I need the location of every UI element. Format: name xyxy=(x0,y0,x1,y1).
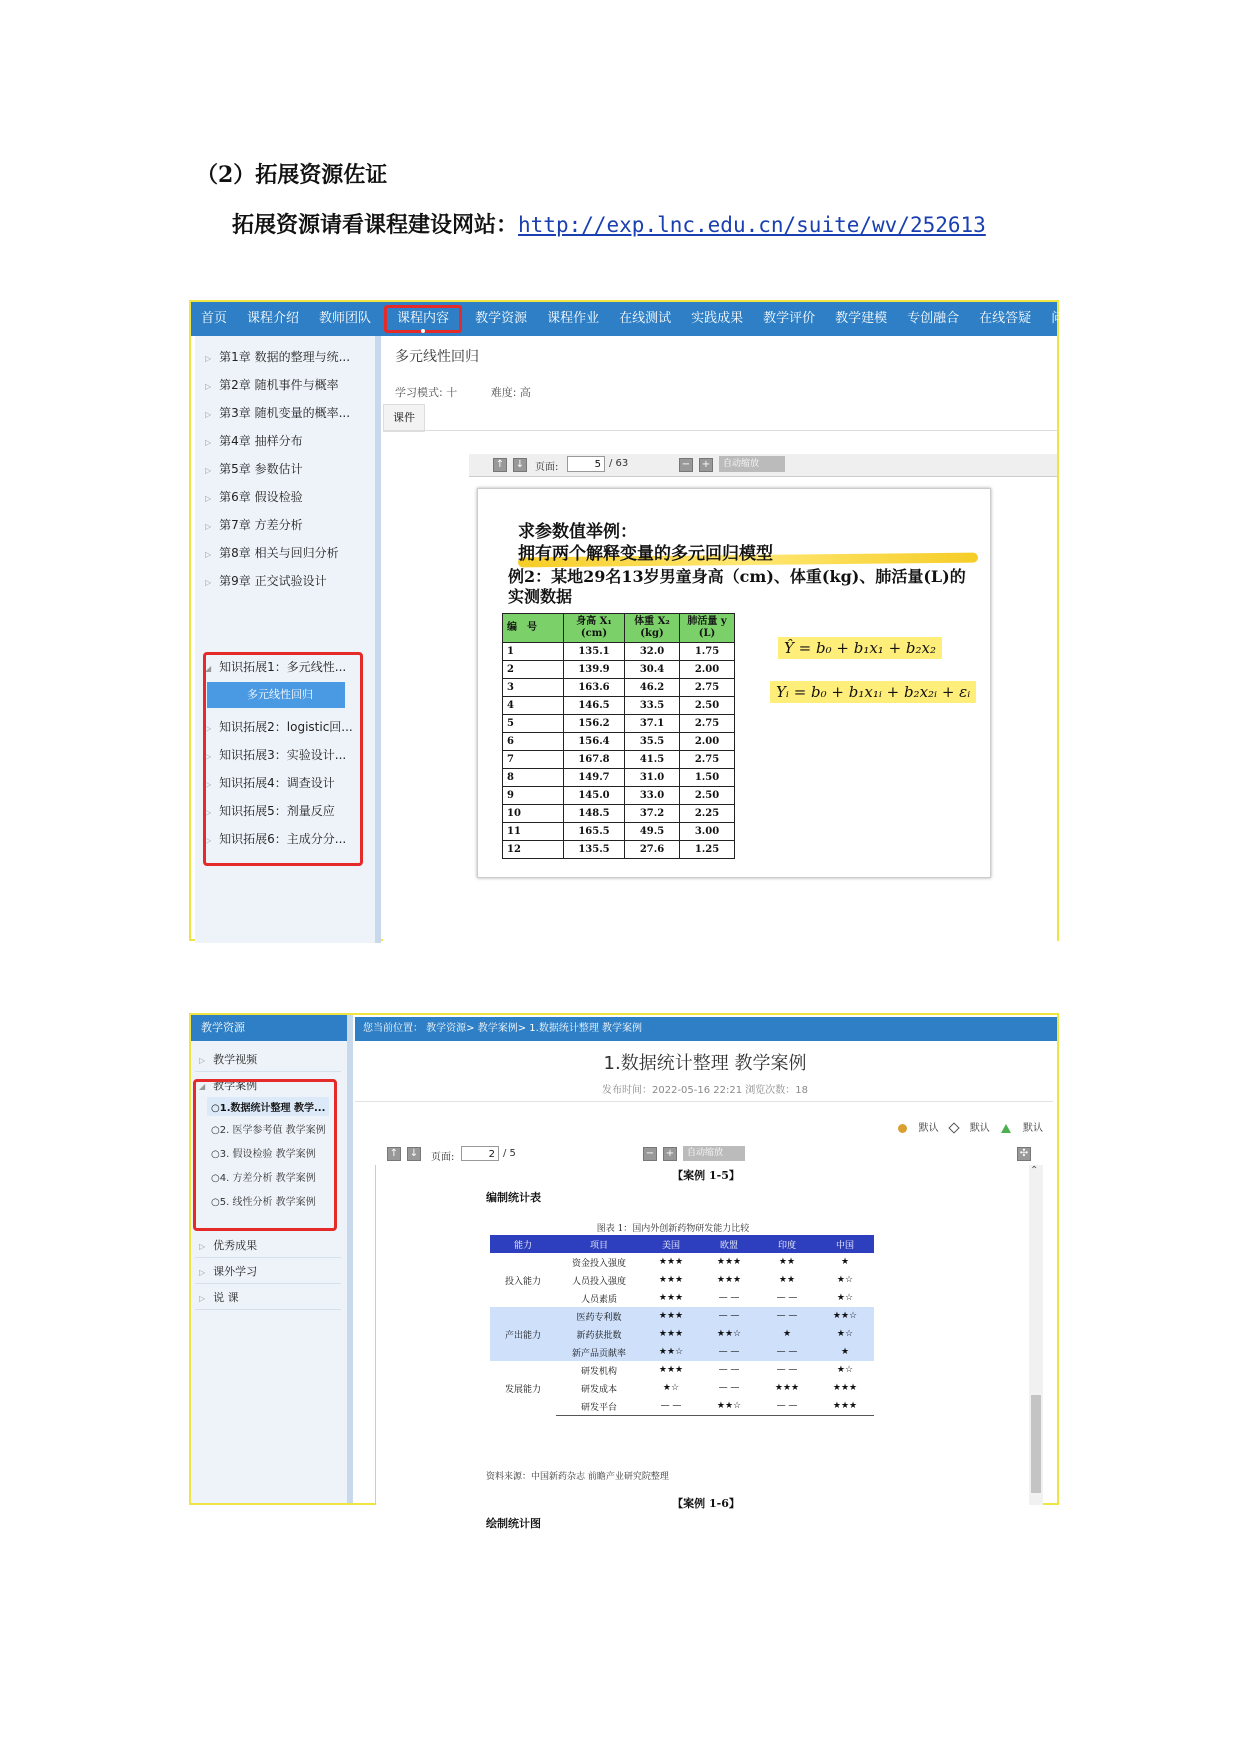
table-cell: 27.6 xyxy=(625,841,680,859)
table-cell: 2.50 xyxy=(680,697,735,715)
expand-icon: ▷ xyxy=(205,578,212,587)
table-cell: — — xyxy=(776,1365,798,1375)
table-cell: 研发平台 xyxy=(556,1397,642,1416)
measurement-table xyxy=(502,613,735,859)
sidebar-item[interactable]: ▷ 第7章 方差分析 xyxy=(205,518,303,532)
table-cell: 30.4 xyxy=(625,661,680,679)
expand-icon: ▷ xyxy=(205,522,212,531)
expand-icon: ▷ xyxy=(199,1056,206,1065)
nav-innovation[interactable]: 专创融合 xyxy=(907,311,960,326)
page-label: 页面: xyxy=(431,1152,455,1163)
table-cell: 165.5 xyxy=(564,823,625,841)
sidebar-item[interactable]: ▷ 第6章 假设检验 xyxy=(205,490,303,504)
case-item[interactable]: ○3. 假设检验 教学案例 xyxy=(211,1149,316,1160)
table-cell: 2.50 xyxy=(680,787,735,805)
prev-page-icon[interactable]: ↑ xyxy=(493,458,507,472)
sidebar-item[interactable]: ▷ 知识拓展4：调查设计 xyxy=(205,776,335,790)
table-cell: ★★★ xyxy=(658,1275,684,1285)
expand-icon: ▷ xyxy=(199,1294,206,1303)
table-cell: ★★ xyxy=(778,1257,796,1267)
nav-home[interactable]: 首页 xyxy=(201,311,228,326)
document-page xyxy=(375,1165,1037,1530)
nav-course-content[interactable]: 课程内容 xyxy=(384,305,462,333)
table-cell: — — xyxy=(700,1307,758,1325)
table-row xyxy=(490,1361,874,1379)
table-cell: 3 xyxy=(503,679,564,697)
table-row xyxy=(503,697,735,715)
sidebar-item[interactable]: ▷ 知识拓展3：实验设计... xyxy=(205,748,347,762)
table-cell: — — xyxy=(758,1307,816,1325)
table-cell: 41.5 xyxy=(625,751,680,769)
zoom-select[interactable]: 自动缩放 xyxy=(719,456,785,472)
col-header: 欧盟 xyxy=(700,1235,758,1253)
meta-row xyxy=(395,384,531,400)
pdf-toolbar xyxy=(469,454,1057,477)
next-page-icon[interactable]: ↓ xyxy=(407,1147,421,1161)
table-cell: 149.7 xyxy=(564,769,625,787)
page-title: 多元线性回归 xyxy=(395,349,479,365)
table-cell: 7 xyxy=(503,751,564,769)
table-cell: ★★★ xyxy=(716,1257,742,1267)
page-label: 页面: xyxy=(535,462,559,473)
table-row xyxy=(503,679,735,697)
table-cell: 10 xyxy=(503,805,564,823)
resource-intro-text: 拓展资源请看课程建设网站： xyxy=(232,212,519,238)
tool-1[interactable]: 默认 xyxy=(898,1123,939,1134)
table-cell: 46.2 xyxy=(625,679,680,697)
table-row xyxy=(503,661,735,679)
col-header: 体重 X₂ (kg) xyxy=(625,614,680,643)
table-cell: 1.50 xyxy=(680,769,735,787)
nav-teachers[interactable]: 教师团队 xyxy=(319,311,372,326)
table-row xyxy=(503,823,735,841)
collapse-icon: ◢ xyxy=(199,1082,206,1091)
table-cell: — — xyxy=(758,1397,816,1416)
slide-page xyxy=(477,488,991,878)
table-cell: ★★★ xyxy=(816,1397,874,1416)
expand-icon: ▷ xyxy=(205,550,212,559)
sidebar-item[interactable]: ▷ 知识拓展6：主成分分... xyxy=(205,832,347,846)
tool-3[interactable]: 默认 xyxy=(1001,1123,1043,1134)
col-header: 编 号 xyxy=(503,614,564,643)
table-cell: ★★☆ xyxy=(642,1343,700,1361)
table-cell: — — xyxy=(758,1343,816,1361)
col-header: 项目 xyxy=(556,1235,642,1253)
breadcrumb: 您当前位置： 教学资源> 教学案例> 1.数据统计整理 教学案例 xyxy=(355,1017,1057,1041)
table-cell: ★ xyxy=(816,1343,874,1361)
table-cell: 2.75 xyxy=(680,715,735,733)
section-title: 编制统计表 xyxy=(486,1191,541,1204)
nav-course-intro[interactable]: 课程介绍 xyxy=(247,311,300,326)
table-cell: 167.8 xyxy=(564,751,625,769)
table-cell: 148.5 xyxy=(564,805,625,823)
table-cell: 35.5 xyxy=(625,733,680,751)
case-title: 【案例 1-6】 xyxy=(672,1497,740,1510)
difficulty: 难度: 高 xyxy=(490,386,531,399)
group-cell: 投入能力 xyxy=(504,1276,541,1287)
table-cell: 33.5 xyxy=(625,697,680,715)
chevron-up-icon[interactable]: ⌃ xyxy=(1030,1165,1039,1176)
table-cell: ★★★ xyxy=(658,1257,684,1267)
scroll-thumb[interactable] xyxy=(1031,1395,1041,1493)
table-row xyxy=(503,805,735,823)
zoom-out-icon[interactable]: − xyxy=(679,458,693,472)
table-cell: ★★☆ xyxy=(700,1325,758,1343)
sidebar-item[interactable]: ◢ 知识拓展1：多元线性... xyxy=(205,660,347,674)
table-cell: ★★★ xyxy=(832,1383,858,1393)
study-mode: 学习模式: 十 xyxy=(395,386,458,399)
tab-courseware[interactable]: 课件 xyxy=(383,404,425,432)
table-cell: 135.5 xyxy=(564,841,625,859)
table-cell: ★★★ xyxy=(774,1383,800,1393)
table-cell: 49.5 xyxy=(625,823,680,841)
table-cell: — — xyxy=(642,1397,700,1416)
table-cell: 1.25 xyxy=(680,841,735,859)
col-header: 中国 xyxy=(816,1235,874,1253)
col-header: 能力 xyxy=(490,1235,556,1253)
table-cell: 2.00 xyxy=(680,733,735,751)
table-cell: 1.75 xyxy=(680,643,735,661)
table-cell: ★★★ xyxy=(658,1293,684,1303)
table-cell: — — xyxy=(718,1365,740,1375)
nav-qa[interactable]: 在线答疑 xyxy=(979,311,1032,326)
table-cell: 资金投入强度 xyxy=(571,1258,626,1269)
section-heading: （2）拓展资源佐证 xyxy=(196,162,388,188)
expand-icon: ▷ xyxy=(205,410,212,419)
slide-line-1: 求参数值举例： xyxy=(518,522,637,542)
table-row xyxy=(503,751,735,769)
expand-icon: ▷ xyxy=(205,752,212,761)
course-site-link[interactable]: http://exp.lnc.edu.cn/suite/wv/252613 xyxy=(518,213,986,237)
table-cell: 145.0 xyxy=(564,787,625,805)
table-cell: ★★★ xyxy=(642,1325,700,1343)
expand-icon: ▷ xyxy=(205,724,212,733)
expand-icon: ▷ xyxy=(205,466,212,475)
case-item[interactable]: ○2. 医学参考值 教学案例 xyxy=(211,1125,326,1136)
table-cell: ★☆ xyxy=(836,1293,854,1303)
sidebar-header: 教学资源 xyxy=(191,1015,347,1041)
table-cell: — — xyxy=(718,1383,740,1393)
col-header: 肺活量 y (L) xyxy=(680,614,735,643)
expand-icon: ▷ xyxy=(199,1268,206,1277)
table-cell: — — xyxy=(718,1293,740,1303)
table-row xyxy=(503,733,735,751)
triangle-icon xyxy=(1001,1124,1011,1133)
divider xyxy=(195,1071,341,1072)
table-cell: 研发成本 xyxy=(580,1384,617,1395)
collapse-icon: ◢ xyxy=(205,664,212,673)
top-nav xyxy=(191,302,1065,336)
case-item-active[interactable]: ○1.数据统计整理 教学... xyxy=(207,1097,329,1116)
table-cell: 人员投入强度 xyxy=(571,1276,626,1287)
table-cell: ★★☆ xyxy=(700,1397,758,1416)
table-cell: 人员素质 xyxy=(580,1294,617,1305)
table-cell: 医药专利数 xyxy=(556,1307,642,1325)
article-meta: 发布时间：2022-05-16 22:21 浏览次数：18 xyxy=(601,1085,808,1096)
article-title: 1.数据统计整理 教学案例 xyxy=(603,1053,807,1074)
zoom-select[interactable]: 自动缩放 xyxy=(683,1146,745,1161)
group-cell: 产出能力 xyxy=(490,1307,556,1361)
sidebar-item[interactable]: ▷ 第1章 数据的整理与统... xyxy=(205,350,351,364)
table-cell: 37.1 xyxy=(625,715,680,733)
table-cell: 135.1 xyxy=(564,643,625,661)
highlight-box xyxy=(193,1079,337,1231)
page-input[interactable]: 2 xyxy=(461,1146,499,1161)
sidebar-item[interactable]: ▷ 第2章 随机事件与概率 xyxy=(205,378,339,392)
chapter-sidebar xyxy=(195,336,381,943)
table-cell: 37.2 xyxy=(625,805,680,823)
table-caption: 图表 1：国内外创新药物研发能力比较 xyxy=(596,1224,750,1234)
teaching-cases-screenshot xyxy=(189,1013,1059,1530)
table-cell: 5 xyxy=(503,715,564,733)
sidebar-item[interactable]: ▷ 知识拓展5：剂量反应 xyxy=(205,804,335,818)
nav-modeling[interactable]: 教学建模 xyxy=(835,311,888,326)
sidebar-subitem-active[interactable]: 多元线性回归 xyxy=(207,682,345,708)
table-cell: 1 xyxy=(503,643,564,661)
table-cell: ★★★ xyxy=(642,1307,700,1325)
sidebar-item[interactable]: ◢ 教学案例 xyxy=(199,1079,258,1092)
nav-evaluation[interactable]: 教学评价 xyxy=(763,311,816,326)
slide-line-3: 例2：某地29名13岁男童身高（cm)、体重(kg)、肺活量(L)的实测数据 xyxy=(508,567,966,606)
table-cell: 2.75 xyxy=(680,679,735,697)
table-cell: 新药获批数 xyxy=(556,1325,642,1343)
content-panel xyxy=(383,336,1057,943)
expand-icon: ▷ xyxy=(205,780,212,789)
sidebar-item[interactable]: ▷ 课外学习 xyxy=(199,1265,258,1278)
sidebar-item[interactable]: ▷ 第8章 相关与回归分析 xyxy=(205,546,339,560)
next-page-icon[interactable]: ↓ xyxy=(513,458,527,472)
table-cell: 研发机构 xyxy=(580,1366,617,1377)
table-cell: 139.9 xyxy=(564,661,625,679)
expand-icon: ▷ xyxy=(205,438,212,447)
resource-intro xyxy=(232,208,986,239)
nav-more[interactable]: 问 xyxy=(1051,311,1065,326)
divider xyxy=(195,1309,341,1310)
table-cell: ★☆ xyxy=(662,1383,680,1393)
table-row xyxy=(503,769,735,787)
tool-2[interactable]: 默认 xyxy=(950,1123,990,1134)
table-cell: 11 xyxy=(503,823,564,841)
table-cell: ★★☆ xyxy=(816,1307,874,1325)
article-tools xyxy=(890,1119,1043,1134)
table-cell: 6 xyxy=(503,733,564,751)
table-cell: 9 xyxy=(503,787,564,805)
formula-fitted: Ŷ = b₀ + b₁x₁ + b₂x₂ xyxy=(778,637,942,659)
divider xyxy=(195,1283,341,1284)
table-cell: 2 xyxy=(503,661,564,679)
table-cell: 33.0 xyxy=(625,787,680,805)
table-row xyxy=(490,1253,874,1271)
prev-page-icon[interactable]: ↑ xyxy=(387,1147,401,1161)
sidebar-item[interactable]: ▷ 第5章 参数估计 xyxy=(205,462,303,476)
nav-resources[interactable]: 教学资源 xyxy=(475,311,528,326)
case-title: 【案例 1-5】 xyxy=(672,1169,740,1182)
pdf-toolbar xyxy=(387,1145,1031,1163)
nav-online-test[interactable]: 在线测试 xyxy=(619,311,672,326)
table-cell: 2.00 xyxy=(680,661,735,679)
table-cell: 146.5 xyxy=(564,697,625,715)
zoom-in-icon[interactable]: + xyxy=(699,458,713,472)
divider xyxy=(383,430,1057,431)
zoom-in-icon[interactable]: + xyxy=(663,1147,677,1161)
table-cell: ★☆ xyxy=(816,1325,874,1343)
course-content-screenshot xyxy=(189,300,1065,941)
col-header: 印度 xyxy=(758,1235,816,1253)
case-item[interactable]: ○5. 线性分析 教学案例 xyxy=(211,1197,316,1208)
resource-sidebar xyxy=(191,1015,353,1503)
table-cell: 8 xyxy=(503,769,564,787)
page-input[interactable]: 5 xyxy=(567,456,605,472)
nav-homework[interactable]: 课程作业 xyxy=(547,311,600,326)
fullscreen-icon[interactable]: ✣ xyxy=(1017,1147,1031,1161)
page-total: / 63 xyxy=(609,458,629,469)
table-cell: 新产品贡献率 xyxy=(556,1343,642,1361)
nav-practice[interactable]: 实践成果 xyxy=(691,311,744,326)
expand-icon: ▷ xyxy=(205,808,212,817)
table-cell: ★★★ xyxy=(716,1275,742,1285)
sidebar-item[interactable]: ▷ 优秀成果 xyxy=(199,1239,258,1252)
sidebar-item[interactable]: ▷ 第3章 随机变量的概率... xyxy=(205,406,351,420)
comparison-table xyxy=(490,1235,874,1416)
sidebar-item[interactable]: ▷ 第4章 抽样分布 xyxy=(205,434,303,448)
table-cell: 31.0 xyxy=(625,769,680,787)
table-cell: 156.2 xyxy=(564,715,625,733)
table-cell: — — xyxy=(700,1343,758,1361)
col-header: 身高 X₁ (cm) xyxy=(564,614,625,643)
page-total: / 5 xyxy=(503,1148,516,1159)
sidebar-item[interactable]: ▷ 知识拓展2：logistic回... xyxy=(205,720,353,734)
expand-icon: ▷ xyxy=(205,382,212,391)
expand-icon: ▷ xyxy=(205,354,212,363)
table-cell: ★☆ xyxy=(836,1275,854,1285)
table-cell: 2.75 xyxy=(680,751,735,769)
table-cell: ★ xyxy=(758,1325,816,1343)
table-cell: 163.6 xyxy=(564,679,625,697)
divider xyxy=(355,1101,1053,1102)
expand-icon: ▷ xyxy=(205,836,212,845)
col-header: 美国 xyxy=(642,1235,700,1253)
highlight-box xyxy=(203,652,363,866)
zoom-out-icon[interactable]: − xyxy=(643,1147,657,1161)
expand-icon: ▷ xyxy=(199,1242,206,1251)
table-cell: 4 xyxy=(503,697,564,715)
slide-line-2: 拥有两个解释变量的多元回归模型 xyxy=(518,544,773,564)
data-source: 资料来源：中国新药杂志 前瞻产业研究院整理 xyxy=(486,1472,669,1482)
sidebar-item[interactable]: ▷ 说 课 xyxy=(199,1291,239,1304)
divider xyxy=(195,1257,341,1258)
document-scrollbar[interactable] xyxy=(1029,1165,1043,1505)
table-cell: — — xyxy=(776,1293,798,1303)
group-cell: 发展能力 xyxy=(504,1384,541,1395)
table-cell: 2.25 xyxy=(680,805,735,823)
table-cell: ★★★ xyxy=(658,1365,684,1375)
sidebar-item[interactable]: ▷ 教学视频 xyxy=(199,1053,258,1066)
table-cell: 12 xyxy=(503,841,564,859)
section-title: 绘制统计图 xyxy=(486,1517,541,1530)
table-row xyxy=(503,841,735,859)
sidebar-item[interactable]: ▷ 第9章 正交试验设计 xyxy=(205,574,327,588)
table-row xyxy=(503,787,735,805)
table-cell: ★★ xyxy=(778,1275,796,1285)
expand-icon: ▷ xyxy=(205,494,212,503)
table-cell: 3.00 xyxy=(680,823,735,841)
table-row xyxy=(490,1307,874,1325)
formula-model: Yᵢ = b₀ + b₁x₁ᵢ + b₂x₂ᵢ + εᵢ xyxy=(770,681,976,703)
table-cell: 32.0 xyxy=(625,643,680,661)
table-row xyxy=(503,643,735,661)
edit-icon xyxy=(948,1122,959,1133)
table-cell: 156.4 xyxy=(564,733,625,751)
table-cell: ★ xyxy=(840,1257,850,1267)
case-item[interactable]: ○4. 方差分析 教学案例 xyxy=(211,1173,316,1184)
table-cell: ★☆ xyxy=(836,1365,854,1375)
table-row xyxy=(503,715,735,733)
font-icon xyxy=(898,1124,907,1133)
